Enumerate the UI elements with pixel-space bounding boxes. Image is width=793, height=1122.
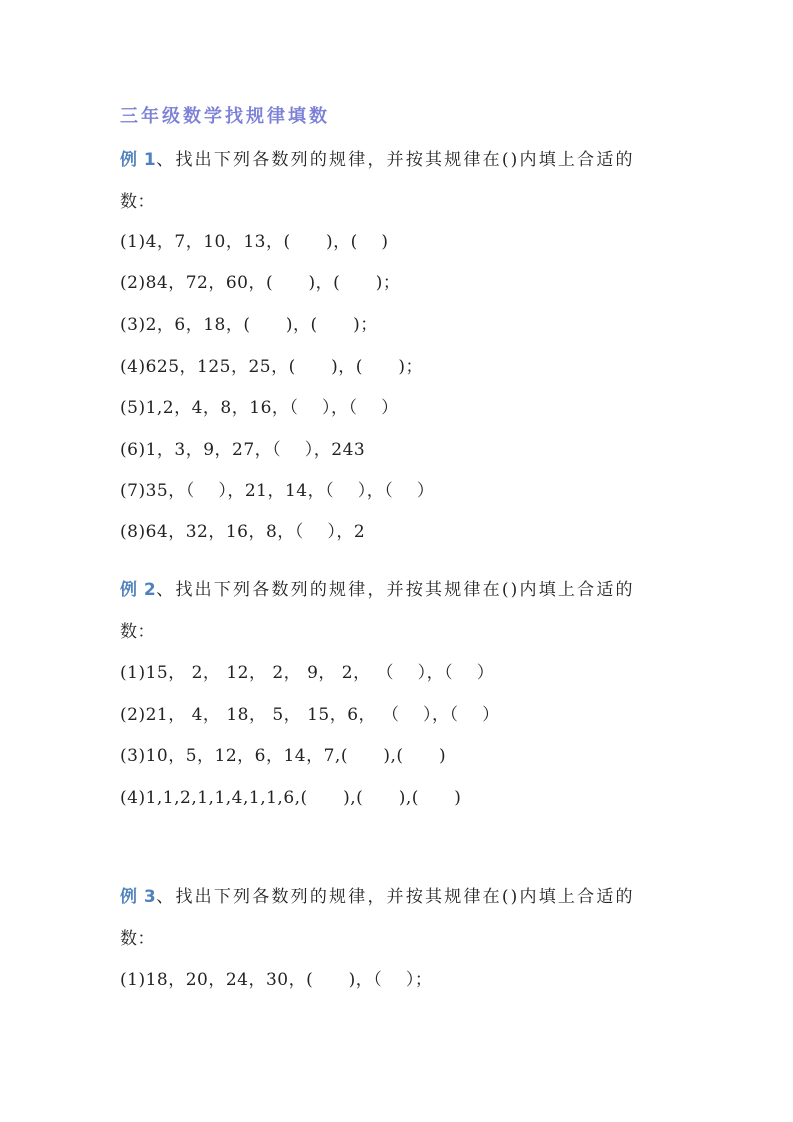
example-1-item-1: (1)4，7，10，13，( )，( ) xyxy=(120,232,389,252)
page-title: 三年级数学找规律填数 xyxy=(120,106,330,127)
example-2-instruction-cont: 数： xyxy=(120,622,155,642)
example-2-instruction xyxy=(120,579,635,601)
example-3-instruction-cont: 数： xyxy=(120,929,155,949)
example-1-instruction-cont: 数： xyxy=(120,192,155,212)
example-1-item-2: (2)84，72，60，( )，( )； xyxy=(120,273,401,293)
example-2-instruction-text: 、找出下列各数列的规律，并按其规律在()内填上合适的 xyxy=(156,580,635,600)
example-1-item-7: (7)35，（ ），21，14，（ ），（ ） xyxy=(120,481,435,501)
example-1-label: 例 1 xyxy=(120,150,157,170)
example-2-item-1: (1)15， 2， 12， 2， 9， 2， （ ），（ ） xyxy=(120,663,495,683)
example-3-instruction xyxy=(120,886,635,908)
example-3-label: 例 3 xyxy=(120,887,157,907)
example-2-item-4: (4)1,1,2,1,1,4,1,1,6,( ),( ),( ) xyxy=(120,788,462,808)
example-2-item-2: (2)21， 4， 18， 5， 15，6， （ ），（ ） xyxy=(120,705,500,725)
example-3-instruction-text: 、找出下列各数列的规律，并按其规律在()内填上合适的 xyxy=(156,887,635,907)
example-1-instruction-text: 、找出下列各数列的规律，并按其规律在()内填上合适的 xyxy=(156,150,635,170)
example-3-item-1: (1)18，20，24，30，( )，（ ）； xyxy=(120,970,433,990)
example-1-instruction xyxy=(120,149,635,171)
example-1-item-5: (5)1,2，4，8，16，（ ），（ ） xyxy=(120,398,399,418)
example-2-label: 例 2 xyxy=(120,580,157,600)
example-2-item-3: (3)10，5，12，6，14，7,( ),( ) xyxy=(120,746,447,766)
example-1-item-8: (8)64，32，16，8，（ ），2 xyxy=(120,522,366,542)
example-1-item-3: (3)2，6，18，( )，( )； xyxy=(120,315,378,335)
example-1-item-4: (4)625，125，25，( )，( )； xyxy=(120,357,423,377)
example-1-item-6: (6)1，3，9，27，（ ），243 xyxy=(120,440,366,460)
